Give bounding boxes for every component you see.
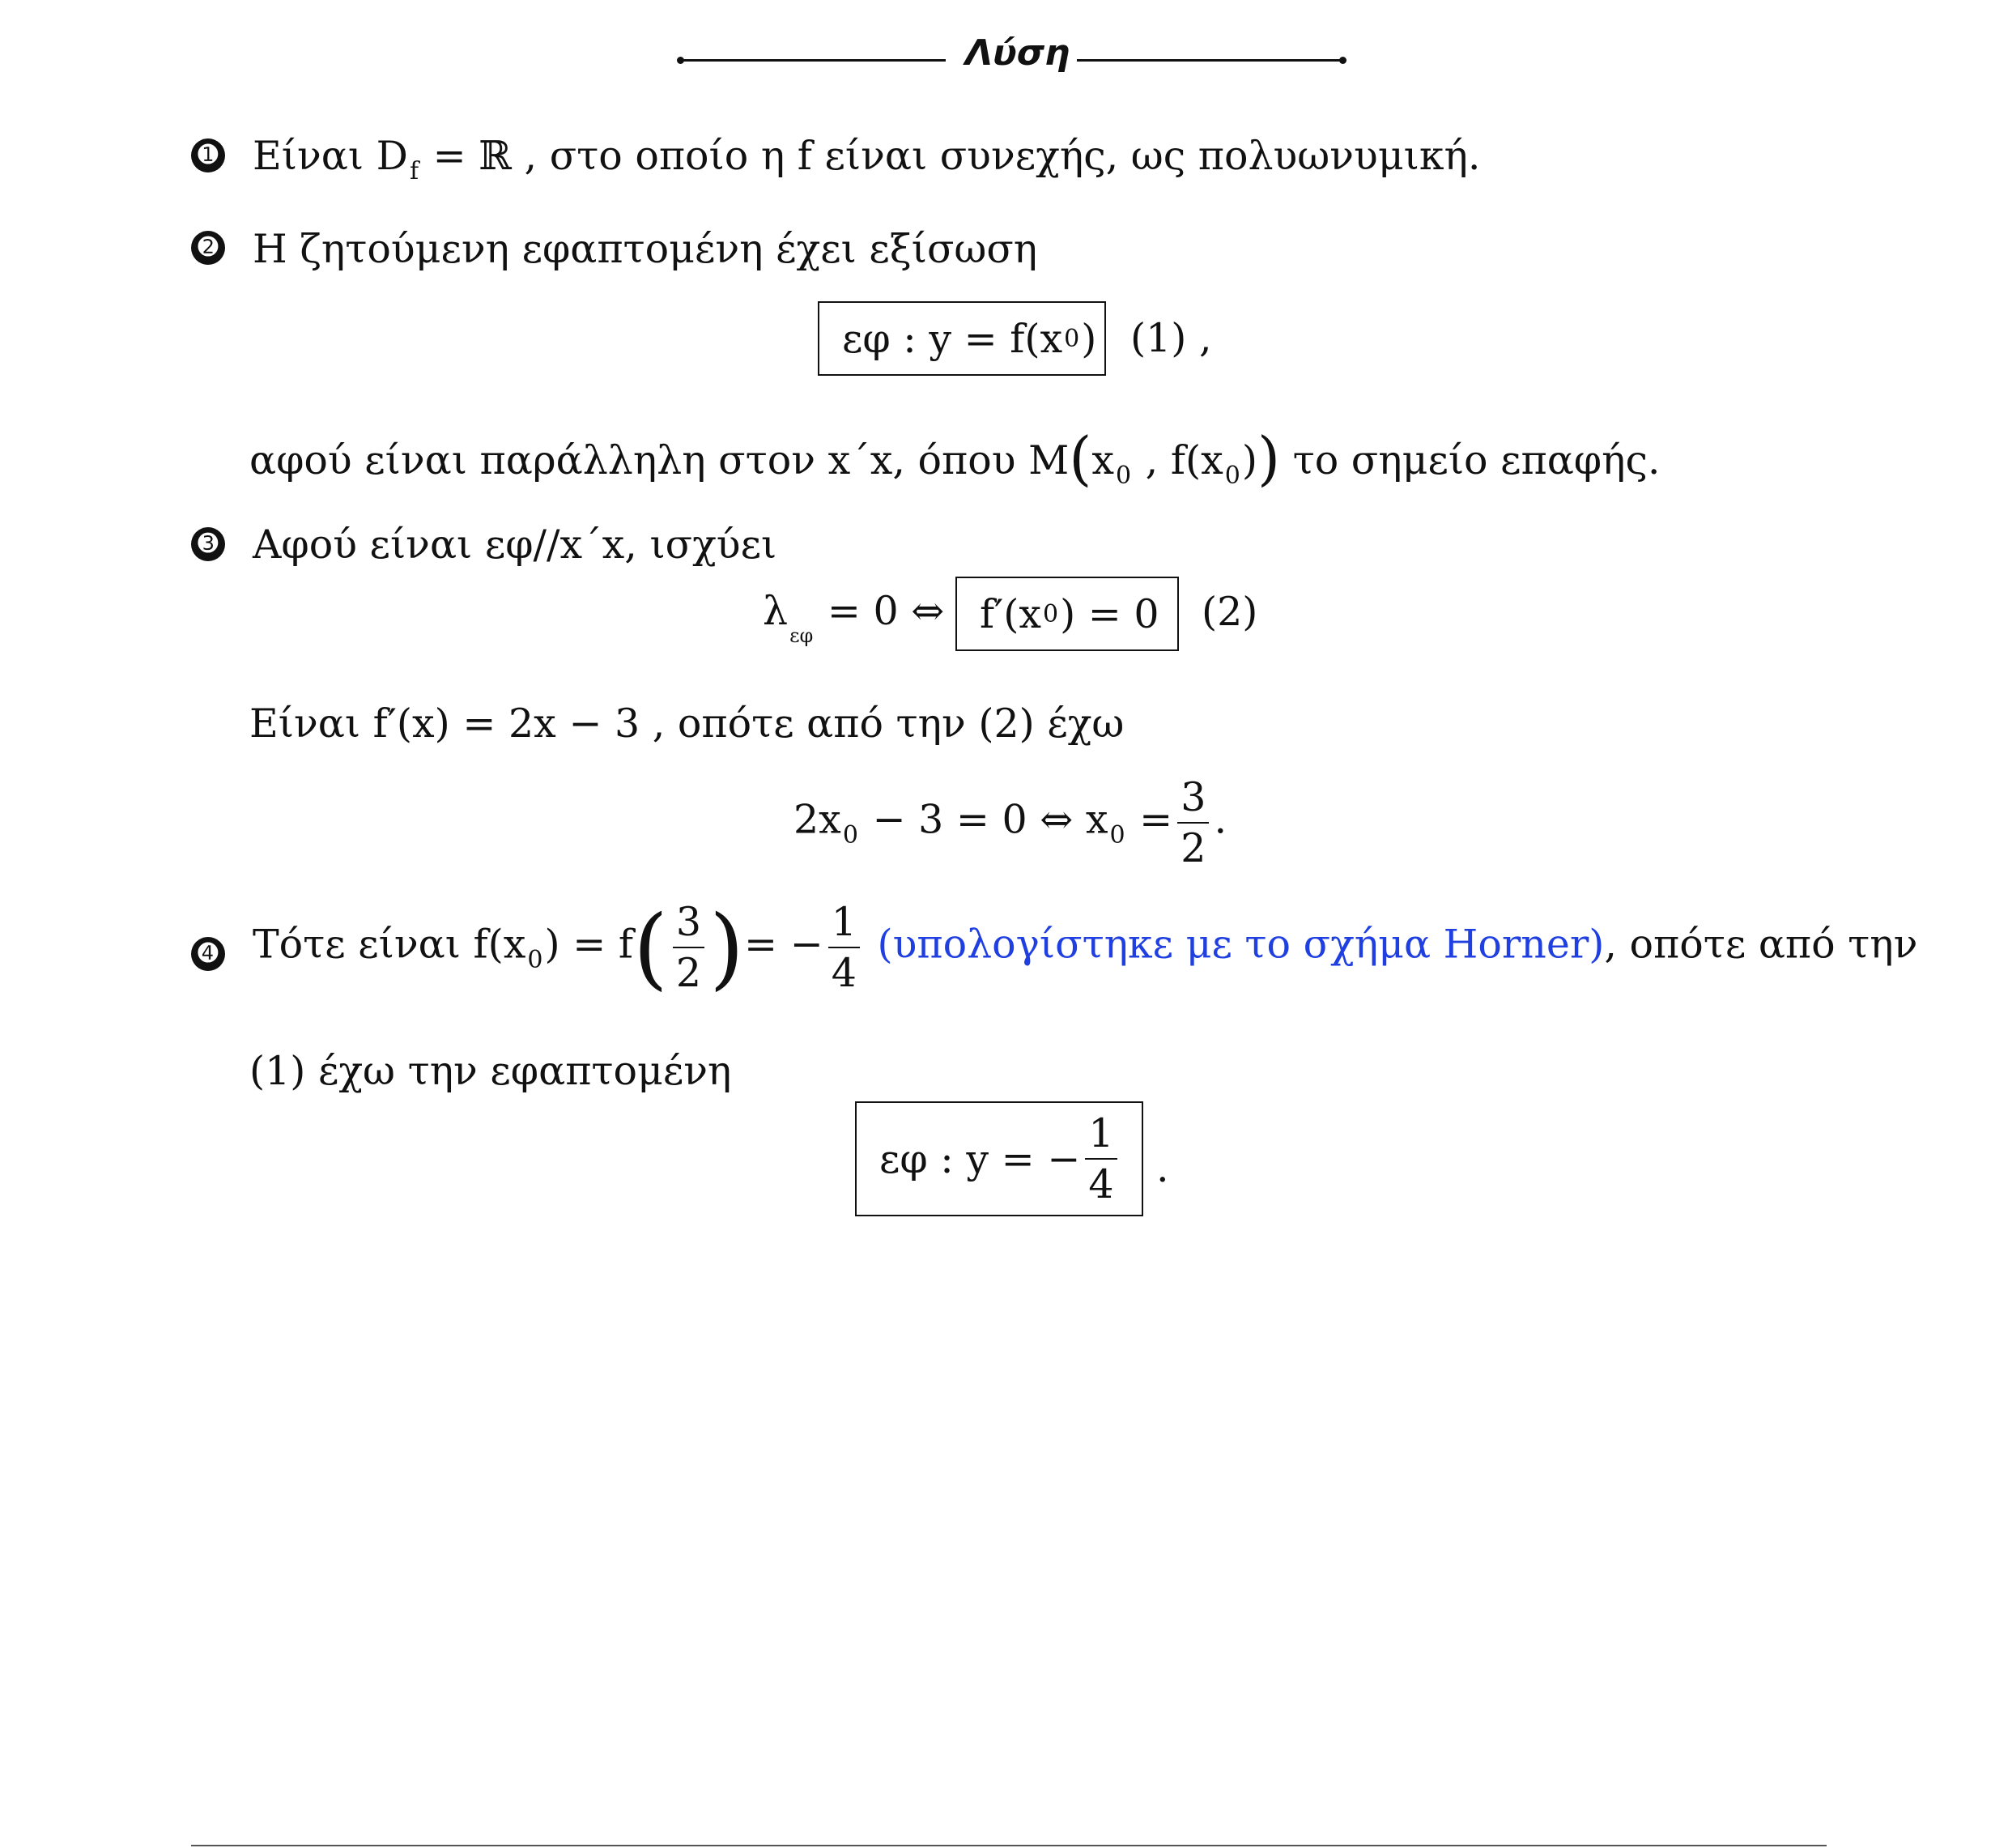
header-right-rule bbox=[1077, 59, 1344, 62]
slope-condition bbox=[763, 588, 945, 647]
derivative-condition-box bbox=[955, 577, 1179, 651]
derivative-line: Είναι f′(x) = 2x − 3 , οπότε από την (2) έχω bbox=[249, 700, 1125, 747]
step-2-bullet: ➋ bbox=[191, 231, 225, 265]
page-title: Λύση bbox=[965, 32, 1070, 74]
step-2-after-sub1: 0 bbox=[1116, 462, 1132, 490]
step-1-post: = ℝ , στο οποίο η f είναι συνεχής, ως πολυωνυμική. bbox=[420, 133, 1481, 179]
step-4-pre: Τότε είναι f(x bbox=[253, 921, 526, 968]
step-4-sub: 0 bbox=[527, 945, 543, 974]
final-tangent-box bbox=[855, 1101, 1143, 1216]
step-2-after-text: αφού είναι παράλληλη στον x΄x, όπου $M(x_0$ , $f(x_0)$) το σημείο επαφής. bbox=[249, 424, 1661, 492]
step-4-res-den: 4 bbox=[831, 950, 857, 996]
step-1-pre: Είναι D bbox=[253, 133, 408, 179]
solve-c: = bbox=[1126, 796, 1173, 843]
step-4-text: Τότε είναι $f(x_0) = f$( $\frac{3}{2}$ )= − $\frac{1}{4}$ (υπολογίστηκε με το σχήμα Horner), οπότε από την bbox=[253, 896, 1918, 999]
step-3-bullet: ➌ bbox=[191, 527, 225, 561]
footer-rule bbox=[191, 1845, 1827, 1846]
step-4-eq: = − bbox=[744, 921, 823, 968]
step-4-tail: , οπότε από την bbox=[1604, 921, 1918, 968]
solve-frac-den: 2 bbox=[1181, 825, 1206, 871]
solve-period: . bbox=[1214, 796, 1227, 843]
deriv-box-sub: 0 bbox=[1043, 599, 1059, 628]
step-2-after-x: x bbox=[1091, 437, 1114, 483]
equation-tag-2: (2) bbox=[1202, 589, 1258, 635]
slope-lambda: λ bbox=[763, 588, 789, 634]
step-4-arg-fraction bbox=[673, 899, 704, 996]
step-2-after-post: το σημείο επαφής. bbox=[1280, 437, 1661, 483]
step-2-after-pre: αφού είναι παράλληλη στον x΄x, όπου M bbox=[249, 437, 1070, 483]
tangent-eq-sub: 0 bbox=[1064, 324, 1080, 353]
step-4-arg-den: 2 bbox=[675, 950, 702, 996]
final-fraction bbox=[1085, 1110, 1117, 1207]
step-2-after-sub2: 0 bbox=[1224, 462, 1240, 490]
step-4-res-num: 1 bbox=[828, 902, 860, 948]
step-4-arg-num: 3 bbox=[673, 902, 704, 948]
step-4-bullet: ➍ bbox=[191, 937, 225, 971]
tangent-equation-box bbox=[818, 301, 1106, 376]
step-4-line2: (1) έχω την εφαπτομένη bbox=[249, 1048, 732, 1094]
solve-sub2: 0 bbox=[1109, 820, 1125, 849]
step-2-after-mid: , f(x bbox=[1133, 437, 1223, 483]
solve-frac-num: 3 bbox=[1177, 777, 1209, 824]
slope-eq-mid: = 0 ⇔ bbox=[815, 588, 945, 634]
step-2-after-close: ) bbox=[1241, 437, 1257, 483]
final-pre: εφ : y = − bbox=[879, 1135, 1081, 1182]
step-2-intro: Η ζητούμενη εφαπτομένη έχει εξίσωση bbox=[253, 226, 1038, 272]
slope-lambda-sub: εφ bbox=[789, 624, 814, 647]
step-1-text bbox=[253, 133, 1481, 185]
final-period: . bbox=[1156, 1145, 1169, 1191]
solve-equation bbox=[793, 774, 1227, 871]
deriv-box-post: ) = 0 bbox=[1060, 590, 1159, 637]
final-num: 1 bbox=[1085, 1113, 1117, 1160]
solve-b: − 3 = 0 ⇔ x bbox=[859, 796, 1108, 843]
header-left-rule bbox=[680, 59, 946, 62]
step-4-mid: ) = f bbox=[544, 921, 633, 968]
solve-sub1: 0 bbox=[842, 820, 858, 849]
horner-note: (υπολογίστηκε με το σχήμα Horner) bbox=[877, 921, 1605, 968]
solve-fraction bbox=[1177, 774, 1209, 871]
step-3-intro: Αφού είναι εφ//x΄x, ισχύει bbox=[253, 522, 777, 568]
equation-tag-1: (1) , bbox=[1130, 315, 1212, 361]
step-4-result-fraction bbox=[828, 899, 860, 996]
step-1-bullet: ➊ bbox=[191, 138, 225, 172]
tangent-eq-pre: εφ : y = f(x bbox=[842, 315, 1063, 362]
tangent-eq-post: ) bbox=[1081, 315, 1097, 362]
header-right-dot bbox=[1339, 57, 1346, 64]
deriv-box-pre: f′(x bbox=[980, 590, 1042, 637]
solve-a: 2x bbox=[793, 796, 841, 843]
step-1-sub: f bbox=[409, 157, 419, 185]
final-den: 4 bbox=[1088, 1161, 1114, 1207]
